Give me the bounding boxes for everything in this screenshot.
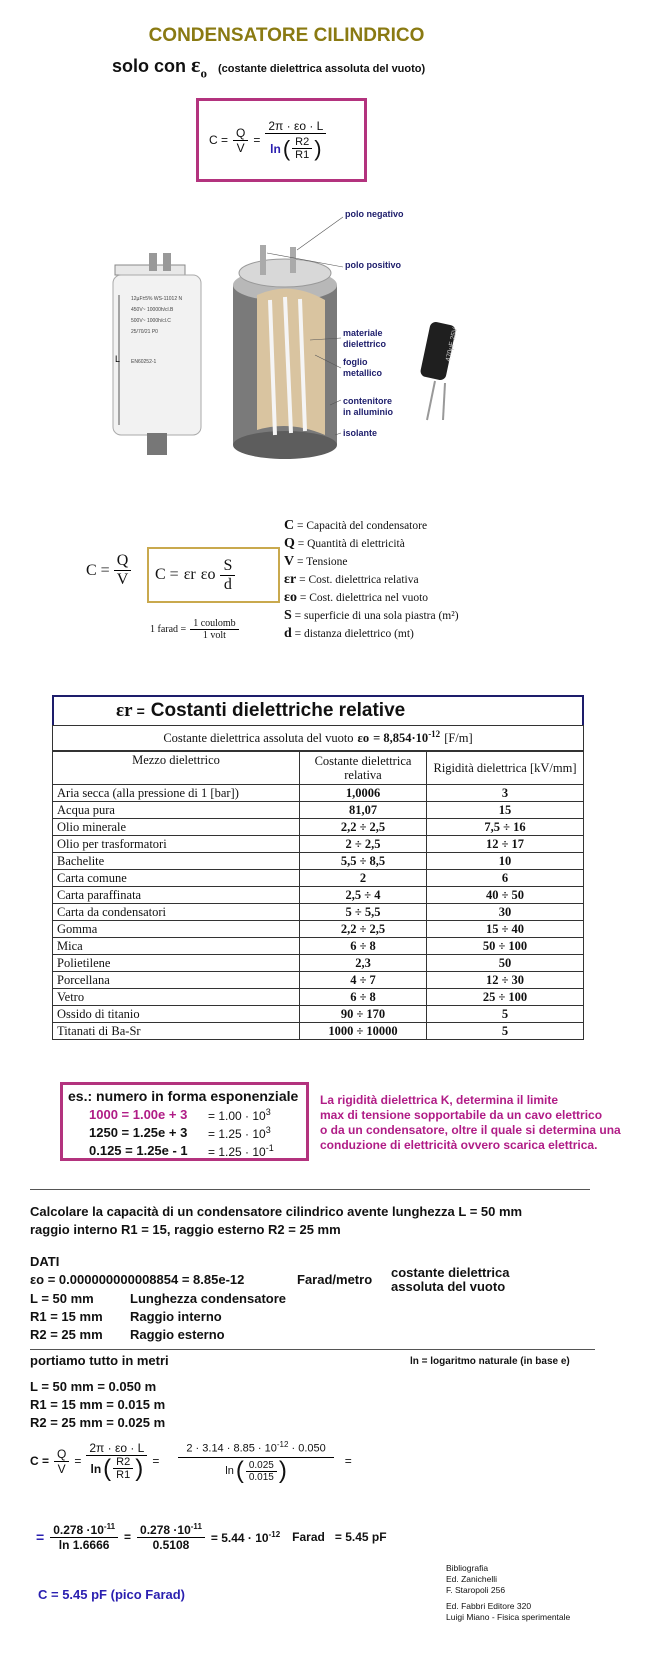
table-cell-mezzo: Vetro	[53, 989, 300, 1006]
table-row	[53, 819, 584, 836]
table-cell-costante: 6 ÷ 8	[300, 938, 427, 955]
table-row	[53, 853, 584, 870]
symbol-legend: C = Capacità del condensatore Q = Quantità di elettricità V = Tensione εr = Cost. dielettrica relativa εo = Cost. dielettrica nel vuoto S = superficie di una sola piastra (m²) d = distanza dielettrico (mt)	[284, 518, 459, 641]
exponential-example-box: es.: numero in forma esponenziale 1000 = 1.00e + 3 = $1.00 \cdot 10^3$ 1250 = 1.25e + 3 = $1.25 \cdot 10^3$ 0.125 = 1.25e - 1 = $1.25 \cdot 10^{-1}$	[60, 1082, 309, 1161]
table-row	[53, 989, 584, 1006]
table-row	[53, 972, 584, 989]
table-cell-costante: 6 ÷ 8	[300, 989, 427, 1006]
table-cell-rigidita: 3	[427, 785, 584, 802]
dati-heading: DATI	[30, 1254, 60, 1269]
label-polo-negativo: polo negativo	[345, 209, 404, 219]
table-row	[53, 1006, 584, 1023]
plate-capacitor-box: C = εr εo $\frac{S}{d}$	[147, 547, 280, 603]
svg-text:12µF±5% WS-11012 N: 12µF±5% WS-11012 N	[131, 296, 183, 302]
page-subtitle: solo con $\varepsilon_o$ (costante dielettrica assoluta del vuoto)	[112, 52, 426, 81]
table-row	[53, 802, 584, 819]
svg-text:500V~ 1000h/cl.C: 500V~ 1000h/cl.C	[131, 318, 171, 324]
table-absolute-constant: Costante dielettrica assoluta del vuoto εo = $8,854\cdot 10^{-12}$ [F/m]	[52, 725, 584, 751]
table-cell-mezzo: Carta comune	[53, 870, 300, 887]
divider	[30, 1189, 590, 1190]
table-cell-costante: 5,5 ÷ 8,5	[300, 853, 427, 870]
svg-text:25/70/21 P0: 25/70/21 P0	[131, 329, 158, 335]
table-cell-costante: 4 ÷ 7	[300, 972, 427, 989]
epsilon-symbol: $\varepsilon_o$	[191, 52, 207, 81]
svg-text:materiale: materiale	[343, 328, 383, 338]
table-cell-costante: 2,2 ÷ 2,5	[300, 819, 427, 836]
eps-description: costante dielettrica assoluta del vuoto	[391, 1265, 510, 1294]
ln-note: ln = logaritmo naturale (in base e)	[410, 1356, 570, 1367]
table-cell-rigidita: 12 ÷ 17	[427, 836, 584, 853]
farad-definition: 1 farad = $\frac{\text{1 coulomb}}{\text{1 volt}}$	[150, 618, 239, 641]
table-cell-costante: 1000 ÷ 10000	[300, 1023, 427, 1040]
metri-heading: portiamo tutto in metri	[30, 1353, 169, 1368]
final-result: C = 5.45 pF (pico Farad)	[38, 1587, 186, 1602]
problem-statement: Calcolare la capacità di un condensatore cilindrico avente lunghezza L = 50 mm raggio interno R1 = 15, raggio esterno R2 = 25 mm	[30, 1204, 523, 1237]
table-row	[53, 1023, 584, 1040]
svg-text:in alluminio: in alluminio	[343, 407, 394, 417]
table-cell-costante: 90 ÷ 170	[300, 1006, 427, 1023]
calc-result-line: = $\frac{0.278 \cdot 10^{-11}}{\ln 1.6666}$ = $\frac{0.278 \cdot 10^{-11}}{0.5108}$ = $5.44 \cdot 10^{-12}$ Farad = 5.45 pF	[36, 1522, 387, 1552]
svg-text:470µF 25V: 470µF 25V	[445, 327, 460, 363]
table-cell-costante: 81,07	[300, 802, 427, 819]
table-cell-rigidita: 50 ÷ 100	[427, 938, 584, 955]
table-cell-rigidita: 12 ÷ 30	[427, 972, 584, 989]
table-cell-rigidita: 5	[427, 1006, 584, 1023]
length-marker: L	[115, 354, 121, 364]
table-cell-mezzo: Carta paraffinata	[53, 887, 300, 904]
bibliografia: Bibliografia Ed. Zanichelli F. Staropoli 256 Ed. Fabbri Editore 320 Luigi Miano - Fisica sperimentale	[446, 1563, 571, 1622]
dielectric-table	[52, 695, 584, 1040]
svg-text:foglio: foglio	[343, 357, 368, 367]
rigidita-note: La rigidità dielettrica K, determina il limite max di tensione sopportabile da un cavo elettrico o da un condensatore, oltre il quale si determina una conduzione di elettricità ovvero scarica elettrica.	[320, 1093, 621, 1152]
table-cell-costante: 5 ÷ 5,5	[300, 904, 427, 921]
divider	[30, 1349, 595, 1350]
table-cell-costante: 1,0006	[300, 785, 427, 802]
table-row	[53, 836, 584, 853]
eps-value: εo = 0.000000000008854 = 8.85e-12	[30, 1272, 245, 1287]
table-cell-rigidita: 30	[427, 904, 584, 921]
svg-text:metallico: metallico	[343, 368, 383, 378]
table-cell-costante: 2 ÷ 2,5	[300, 836, 427, 853]
table-cell-mezzo: Gomma	[53, 921, 300, 938]
table-cell-costante: 2,3	[300, 955, 427, 972]
svg-text:450V~ 10000h/cl.B: 450V~ 10000h/cl.B	[131, 307, 174, 313]
electrolytic-capacitor	[419, 321, 459, 420]
table-cell-mezzo: Porcellana	[53, 972, 300, 989]
table-cell-mezzo: Olio per trasformatori	[53, 836, 300, 853]
table-cell-mezzo: Ossido di titanio	[53, 1006, 300, 1023]
table-cell-rigidita: 40 ÷ 50	[427, 887, 584, 904]
metri-list: L = 50 mm = 0.050 m R1 = 15 mm = 0.015 m R2 = 25 mm = 0.025 m	[30, 1379, 166, 1430]
table-cell-rigidita: 7,5 ÷ 16	[427, 819, 584, 836]
table-cell-costante: 2,2 ÷ 2,5	[300, 921, 427, 938]
table-cell-costante: 2,5 ÷ 4	[300, 887, 427, 904]
table-cell-costante: 2	[300, 870, 427, 887]
svg-text:dielettrico: dielettrico	[343, 339, 387, 349]
dielectric-data-table	[52, 751, 584, 1040]
label-polo-positivo: polo positivo	[345, 260, 401, 270]
table-cell-rigidita: 50	[427, 955, 584, 972]
cutaway-capacitor	[233, 245, 337, 459]
table-cell-rigidita: 5	[427, 1023, 584, 1040]
eps-unit: Farad/metro	[297, 1272, 373, 1287]
table-cell-mezzo: Carta da condensatori	[53, 904, 300, 921]
plate-capacitor-formula: C = $\frac{Q}{V}$	[86, 552, 131, 589]
table-row	[53, 887, 584, 904]
table-cell-mezzo: Bachelite	[53, 853, 300, 870]
table-cell-mezzo: Aria secca (alla pressione di 1 [bar])	[53, 785, 300, 802]
table-header-row: Mezzo dielettrico Costante dielettrica relativa Rigidità dielettrica [kV/mm]	[53, 752, 584, 785]
capacitor-illustration	[105, 205, 495, 470]
label-isolante: isolante	[343, 428, 378, 438]
table-row	[53, 785, 584, 802]
table-cell-mezzo: Polietilene	[53, 955, 300, 972]
table-cell-rigidita: 6	[427, 870, 584, 887]
table-title: εr = Costanti dielettriche relative	[52, 695, 584, 725]
capacitance-formula-box: C = $\frac{Q}{V}$ = 2π · εo · L ln ( $\frac{R2}{R1}$ )	[196, 98, 367, 182]
subtitle-note: (costante dielettrica assoluta del vuoto)	[217, 63, 426, 75]
svg-text:contenitore: contenitore	[343, 396, 393, 406]
table-row	[53, 921, 584, 938]
svg-text:EN60252-1: EN60252-1	[131, 359, 157, 365]
motor-capacitor	[113, 253, 201, 455]
table-cell-rigidita: 15 ÷ 40	[427, 921, 584, 938]
table-row	[53, 955, 584, 972]
table-cell-rigidita: 15	[427, 802, 584, 819]
table-cell-mezzo: Acqua pura	[53, 802, 300, 819]
calc-formula: C = $\frac{Q}{V}$ = 2π · εo · L ln ( $\frac{R2}{R1}$ ) = $2 \cdot 3.14 \cdot 8.85 \cdot 10^{-12} \cdot 0.050$ ln ( $\frac{0.025}{0.015}$ ) =	[30, 1440, 352, 1485]
table-cell-mezzo: Mica	[53, 938, 300, 955]
table-row	[53, 938, 584, 955]
table-cell-rigidita: 25 ÷ 100	[427, 989, 584, 1006]
dati-list: L = 50 mm Lunghezza condensatore R1 = 15 mm Raggio interno R2 = 25 mm Raggio esterno	[30, 1291, 287, 1342]
table-row	[53, 870, 584, 887]
table-cell-mezzo: Titanati di Ba-Sr	[53, 1023, 300, 1040]
table-cell-mezzo: Olio minerale	[53, 819, 300, 836]
table-row	[53, 904, 584, 921]
page-title: CONDENSATORE CILINDRICO	[148, 25, 425, 46]
table-cell-rigidita: 10	[427, 853, 584, 870]
